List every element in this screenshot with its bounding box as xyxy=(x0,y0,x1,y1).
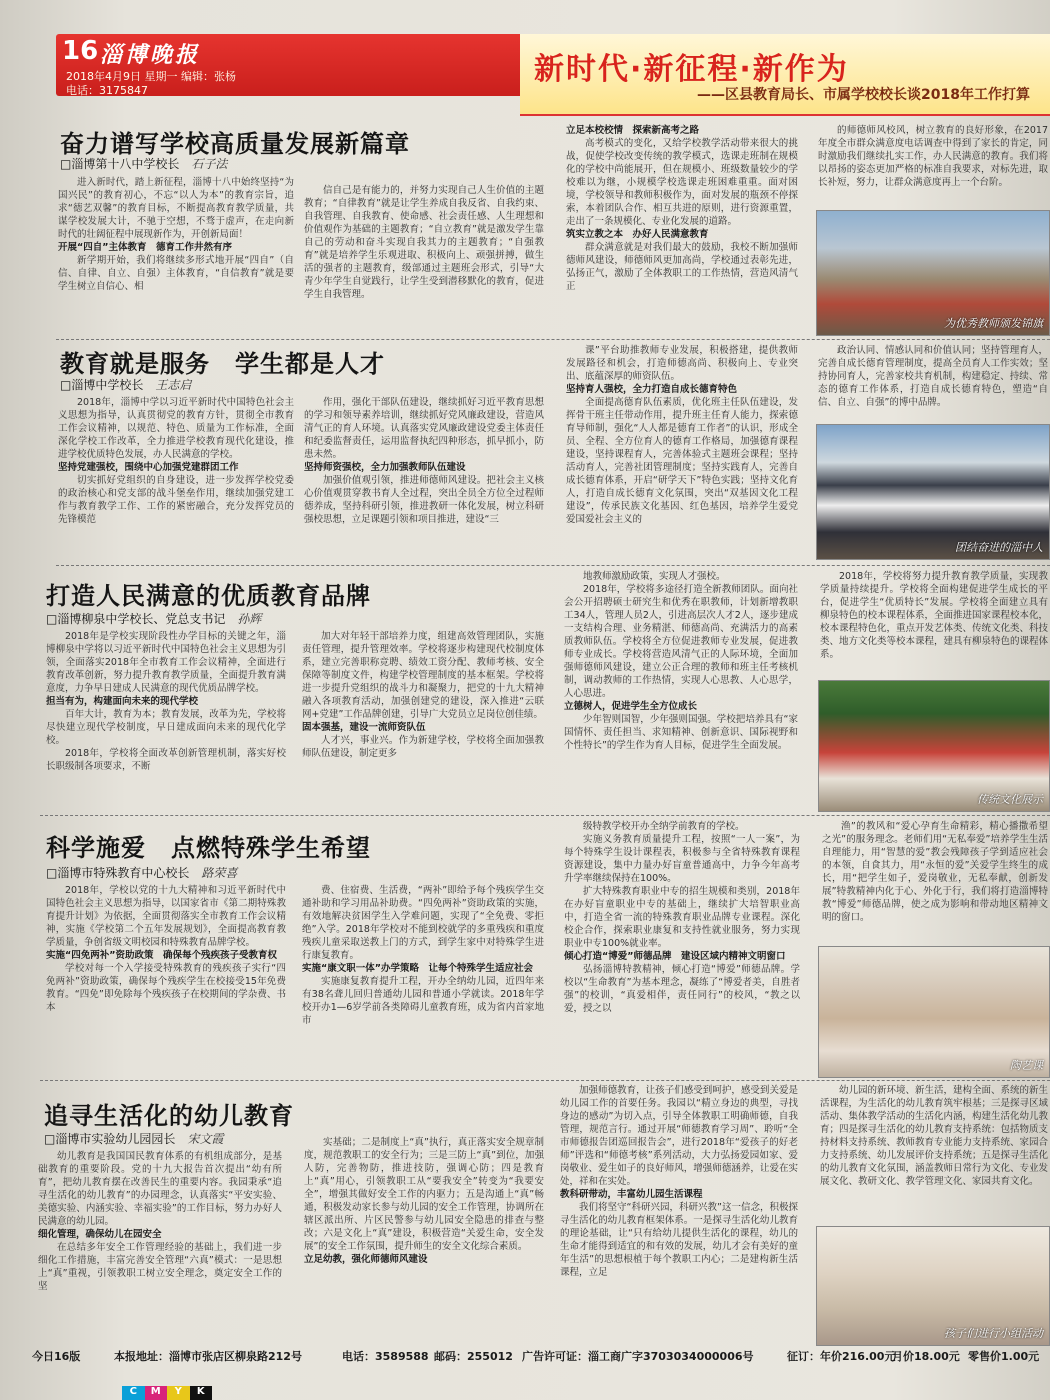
article-column xyxy=(822,820,1048,944)
paragraph: 课”平台助推教师专业发展，积极搭建，提供教师发展路径和机会，打造师德高尚、积极向上、专业突出、底蕴深厚的师资队伍。 xyxy=(566,345,798,382)
paragraph: 在总结多年安全工作管理经验的基础上，我们进一步细化工作措施，丰富完善安全管理“六真”模式：一是思想上“真”重视，引领教职工树立安全理念，奠定安全工作的坚 xyxy=(38,1242,282,1292)
section-subheading: 实施“康文职一体”办学策略 让每个特殊学生适应社会 xyxy=(302,963,533,974)
footer-address: 本报地址：淄博市张店区柳泉路212号 xyxy=(114,1350,302,1363)
cmyk-mark: Y xyxy=(167,1386,190,1400)
paragraph: 实施康复教育提升工程，开办全纳幼儿园，近四年来有38名聋儿回归普通幼儿园和普通小学就读。2018年学校开办1—6岁学前各类障碍儿童教育班，成为省内首家地市 xyxy=(302,976,544,1026)
section-divider xyxy=(56,565,1050,566)
article-column xyxy=(566,124,798,336)
article-title: 追寻生活化的幼儿教育 xyxy=(44,1102,294,1130)
footer-retail: 零售价1.00元 xyxy=(968,1350,1040,1363)
byline-role: □淄博中学校长 xyxy=(60,378,144,392)
article-column xyxy=(38,1150,282,1342)
print-registration-marks xyxy=(122,1386,212,1400)
footer-monthly: 月价18.00元 xyxy=(892,1350,960,1363)
byline-role: □淄博市实验幼儿园园长 xyxy=(44,1132,176,1146)
article-column xyxy=(564,570,798,810)
paragraph: 加强师德教育，让孩子们感受到呵护，感受到关爱是幼儿园工作的首要任务。我园以“精立身边的典型，寻找身边的感动”为切入点，引导全体教职工明确师德，自我管理，规范言行。通过开展“师德教育学习周”、聆听“全市师德报告团巡回报告会”，进行2018年“爱孩子的好老师”评选和“师德考核”系列活动，大力弘扬爱园如家、爱岗敬业、爱生如子的良好师风，增强师德涵养，让爱在实处，祥和在实处。 xyxy=(560,1085,798,1187)
cmyk-mark: C xyxy=(122,1386,145,1400)
paragraph: 幼儿教育是我国国民教育体系的有机组成部分，是基础教育的重要阶段。党的十九大报告首次提出“幼有所育”，把幼儿教育摆在改善民生的重要内容。我园秉承“追寻生活化的幼儿教育”的办园理念，认真落实“平安实验、美德实验、内涵实验、幸福实验”的工作目标，努力办好人民满意的幼儿园。 xyxy=(38,1151,282,1227)
paragraph: 进入新时代，踏上新征程，淄博十八中始终坚持“为国兴民”的教育初心，不忘“以人为本”的教育宗旨，追求“德艺双馨”的教育目标，不断提高教育教学质量，共谋学校发展大计，不驰于空想，不骛于虚声，在走向新时代的壮阔征程中展现新作为，开创新局面！ xyxy=(58,177,294,240)
byline-author: 孙辉 xyxy=(237,612,262,626)
paragraph: 少年智则国智，少年强则国强。学校把培养具有“家国情怀、责任担当、求知精神、创新意识、国际视野和个性特长”的学生作为育人目标，促进学生全面发展。 xyxy=(564,714,798,751)
byline-author: 路荣喜 xyxy=(201,866,238,880)
editor-phone: 电话：3175847 xyxy=(66,84,148,97)
article-title: 奋力谱写学校高质量发展新篇章 xyxy=(60,130,410,158)
article-column xyxy=(560,1084,798,1342)
article-column xyxy=(46,884,286,1076)
article-column xyxy=(820,1084,1048,1222)
paragraph: 2018年，学校将多途径打造全新教师团队。面向社会公开招聘硕士研究生和优秀在职教师，计划新增教职工34人，管理人员2人，引进高层次人才2人，逐步建成一支结构合理、业务精湛、师德高尚、充满活力的高素质教师队伍。学校将全方位促进教师专业发展，促进教师专业成长。学校将营造风清气正的人际环境，全面加强师德师风建设，建立公正合理的教师和班主任考核机制，调动教师的工作热情，实现人心思教、人心思学，人心思进。 xyxy=(564,584,798,699)
page-footer xyxy=(0,1348,1050,1368)
section-subheading: 筑实立教之本 办好人民满意教育 xyxy=(566,229,709,240)
article-byline xyxy=(60,155,227,172)
paragraph: 扩大特殊教育职业中专的招生规模和类别，2018年在办好盲童职业中专的基础上，继续扩大培智职业高中，打造全省一流的特殊教育职业品牌专业课程。深化校企合作，探索职业康复和支持性就业服务，努力实现职业中专100%就业率。 xyxy=(564,886,800,949)
paragraph: 学校对每一个入学接受特殊教育的残疾孩子实行“四免两补”资助政策，确保每个残疾学生在校接受15年免费教育。“四免”即免除每个残疾孩子在校期间的学杂费、书本 xyxy=(46,963,286,1013)
article-title: 打造人民满意的优质教育品牌 xyxy=(46,582,371,610)
page-number: 16 xyxy=(62,36,99,66)
article-byline xyxy=(44,1130,223,1147)
article-column xyxy=(304,184,544,336)
paragraph: 的师德师风校风，树立教育的良好形象，在2017年度全市群众满意度电话调查中得到了家长的肯定，同时激励我们继续扎实工作，办人民满意的教育。我们将以昂扬的姿态更加严格的标准自我要求，对标先进，取长补短，努力，让群众满意度再上一个台阶。 xyxy=(818,125,1048,188)
article-column xyxy=(46,630,286,810)
section-divider xyxy=(40,815,1050,816)
paragraph: 实施义务教育质量提升工程，按照“一人一案”，为每个特殊学生设计课程表，积极参与全省特殊教育课程资源建设，集中力量办好盲童普通高中，力争今年高考升学率继续保持在100%。 xyxy=(564,834,800,884)
byline-role: □淄博柳泉中学校长、党总支书记 xyxy=(46,612,226,626)
section-subheading: 固本强基，建设一流师资队伍 xyxy=(302,722,426,733)
footer-postcode: 邮码：255012 xyxy=(434,1350,513,1363)
paragraph: 切实抓好党组织的自身建设，进一步发挥学校党委的政治核心和党支部的战斗堡垒作用，继续加强党建工作与教育教学工作、工作的紧密融合，充分发挥党员的先锋模范 xyxy=(58,475,294,525)
paragraph: 作用，强化干部队伍建设，继续抓好习近平教育思想的学习和领导素养培训，继续抓好党风廉政建设，营造风清气正的育人环境。认真落实党风廉政建设党委主体责任和纪委监督责任，运用监督执纪四种形态，抓早抓小，防患未然。 xyxy=(304,397,544,460)
section-subheading: 教科研带动，丰富幼儿园生活课程 xyxy=(560,1189,703,1200)
section-subheading: 开展“四自”主体教育 德育工作井然有序 xyxy=(58,242,232,253)
photo-caption: 传统文化展示 xyxy=(977,793,1043,806)
article-column xyxy=(302,884,544,1076)
date-editor-line: 2018年4月9日 星期一 编辑：张杨 xyxy=(66,70,236,83)
paragraph: 2018年是学校实现阶段性办学目标的关键之年，淄博柳泉中学将以习近平新时代中国特色社会主义思想为引领，全面落实2018年全市教育工作会议精神，全面进行教育改革创新，努力提升教育教学质量，全面提升教育满意度，力争早日建成人民满意的现代优质品牌学校。 xyxy=(46,631,286,694)
article-photo xyxy=(816,210,1050,336)
section-subheading: 担当有为，构建面向未来的现代学校 xyxy=(46,696,199,707)
section-divider xyxy=(40,1080,1050,1081)
paragraph: 加强价值观引领，推进师德师风建设。把社会主义核心价值观贯穿教书育人全过程，突出全员全方位全过程师德养成，坚持科研引领，推进教研一体化发展，树立科研强校思想，立足课题引领和项目推进，建设“三 xyxy=(304,475,544,525)
paragraph: 高考模式的变化，又给学校教学活动带来很大的挑战，促使学校改变传统的教学模式，选课走班制在规模化的学校中尚能展开，但在规模小、班级数量较少的学校难以为继，小规模学校选课走班困难重重。面对困境，学校领导和教师积极作为，面对发展的瓶颈不停探索，本着团队合作、相互共进的原则，进行资源重置，走出了一条规模化、专业化发展的道路。 xyxy=(566,138,798,227)
article-column xyxy=(304,1136,544,1342)
article-column xyxy=(566,344,798,558)
byline-role: □淄博市特殊教育中心校长 xyxy=(46,866,190,880)
paragraph: 人才兴，事业兴。作为新建学校，学校将全面加强教师队伍建设，制定更多 xyxy=(302,735,544,759)
section-divider xyxy=(56,339,1050,340)
paragraph: 级特教学校开办全纳学前教育的学校。 xyxy=(583,821,745,832)
article-column xyxy=(302,630,544,810)
article-photo xyxy=(818,680,1050,812)
paragraph: 信自己是有能力的，并努力实现自己人生价值的主题教育；“自律教育”就是让学生养成自我反省、自我约束、自我管理、自我教育、使命感、社会责任感、人生理想和价值观作为基础的主题教育；“自立教育”就是激发学生靠自己的劳动和奋斗实现自我其力的主题教育；“自强教育”就是培养学生乐观进取、积极向上、顽强拼搏，做生活的强者的主题教育，级部通过主题班会形式，引导“大青少年学生自觉践行，让学生受到潜移默化的教育，促进学生自我管理。 xyxy=(304,185,544,300)
paragraph: 2018年，学校将努力提升教育教学质量，实现教学质量持续提升。学校将全面构建促进学生成长的平台，促进学生“优质特长”发展。学校将全面建立具有柳泉特色的校本课程体系，全面推进国家课程校本化，校本课程特色化，重点开发艺体类、传统文化类、科技类、地方文化类等校本课程，建具有柳泉特色的课程体系。 xyxy=(820,571,1048,660)
paragraph: 政治认同、情感认同和价值认同；坚持管理育人，完善自成长德育管理制度，提高全员育人工作实效；坚持协同育人，完善家校共育机制，构建稳定、持续、常态的德育工作体系，打造自成长德育特色，塑造“自信、自立、自强”的博中品牌。 xyxy=(818,345,1048,408)
paragraph: 实基础；二是制度上“真”执行，真正落实安全规章制度，规范教职工的安全行为；三是三防上“真”到位，加强人防，完善物防，推进技防，强调心防；四是教育上“真”用心，引领教职工从“要我安全”转变为“我要安全”，增强其做好安全工作的内驱力；五是沟通上“真”畅通，积极发动家长参与幼儿园的安全工作管理，协调所在辖区派出所、片区民警参与幼儿园安全隐患的排查与整改；六是文化上“真”建设，积极营造“关爱生命，安全发展”的安全工作氛围，提升师生的安全文化综合素质。 xyxy=(304,1137,544,1252)
paragraph: 渔”的教风和“爱心孕育生命精彩，精心播撒希望之光”的服务理念。老师们用“无私奉爱”培养学生生活自理能力，用“智慧的爱”教会残障孩子学到适应社会的本领，自食其力，用“永恒的爱”关爱学生终生的成长，用“把学生如子，爱岗敬业，无私奉献，创新发展”特教精神内化于心、外化于行，我们将打造淄博特教“博爱”师德品牌，使之成为影响和带动地区精神文明的窗口。 xyxy=(822,821,1048,923)
article-photo xyxy=(816,1226,1050,1346)
footer-subscription: 征订：年价216.00元 xyxy=(787,1350,896,1363)
paragraph: 新学期开始，我们将继续多形式地开展“四自”（自信、自律、自立、自强）主体教育，“自信教育”就是要学生树立自信心、相 xyxy=(58,255,294,292)
paragraph: 幼儿园的新环境、新生活，建构全面、系统的新生活课程，为生活化的幼儿教育筑牢根基；三是探寻区域活动、集体教学活动的生活化内涵，构建生活化幼儿教育；四是探寻生活化的幼儿教育支持系统：包括物质支持材料支持系统、教师教育专业能力支持系统、家园合力支持系统、幼儿发展评价支持系统；五是探寻生活化的幼儿教育文化氛围，涵盖教师日常行为文化、专业发展文化、教研文化、教学管理文化、家园共育文化。 xyxy=(820,1085,1048,1187)
byline-author: 王志启 xyxy=(155,378,192,392)
section-subheading: 坚持师资强校，全力加强教师队伍建设 xyxy=(304,462,466,473)
article-column xyxy=(564,820,800,1076)
article-photo xyxy=(818,946,1050,1078)
article-title: 科学施爱 点燃特殊学生希望 xyxy=(46,834,371,862)
section-subheading: 实施“四免两补”资助政策 确保每个残疾孩子受教育权 xyxy=(46,950,277,961)
photo-caption: 为优秀教师颁发锦旗 xyxy=(944,317,1043,330)
paper-name: 淄博晚报 xyxy=(100,42,201,68)
section-subheading: 立德树人，促进学生全方位成长 xyxy=(564,701,698,712)
article-photo xyxy=(816,424,1050,560)
article-byline xyxy=(46,864,237,881)
byline-role: □淄博第十八中学校长 xyxy=(60,157,180,171)
article-byline xyxy=(46,610,261,627)
section-subheading: 坚持育人强校，全力打造自成长德育特色 xyxy=(566,384,738,395)
page-subtitle: ——区县教育局长、市属学校校长谈2018年工作打算 xyxy=(697,87,1030,103)
cmyk-mark: M xyxy=(145,1386,168,1400)
photo-caption: 孩子们进行小组活动 xyxy=(944,1327,1043,1340)
article-column xyxy=(58,396,294,558)
section-subheading: 立足本校校情 探索新高考之路 xyxy=(566,125,700,136)
footer-ad-license: 广告许可证：淄工商广字3703034000006号 xyxy=(522,1350,754,1363)
photo-caption: 陶艺课 xyxy=(1010,1059,1043,1072)
paragraph: 2018年，学校将全面改革创新管理机制，落实好校长职级制各项要求，不断 xyxy=(46,748,286,772)
paragraph: 百年大计，教育为本；教育发展，改革为先，学校将尽快建立现代学校制度，早日建成面向未来的现代化学校。 xyxy=(46,709,286,746)
paragraph: 全面提高德育队伍素质，优化班主任队伍建设，发挥骨干班主任带动作用，提升班主任育人能力，探索德育导师制，强化“人人都是德育工作者”的认识，形成全员、全程、全方位育人的德育工作格局，加强德育课程建设，坚持课程育人，完善体验式主题班会课程；坚持活动育人，完善社团管理制度；坚持实践育人，完善自成长德育体系，开启“研学天下”特色实践；坚持文化育人，打造自成长德育文化氛围，突出“双基因文化工程建设”，传承民族文化基因、红色基因，培养学生爱党爱国爱社会主义的 xyxy=(566,397,798,525)
article-title: 教育就是服务 学生都是人才 xyxy=(60,350,385,378)
section-subheading: 坚持党建强校，围绕中心加强党建群团工作 xyxy=(58,462,239,473)
section-subheading: 细化管理，确保幼儿在园安全 xyxy=(38,1229,162,1240)
article-column xyxy=(304,396,544,558)
paragraph: 地教师激励政策，实现人才强校。 xyxy=(583,571,726,582)
article-column xyxy=(818,344,1048,420)
paragraph: 加大对年轻干部培养力度，组建高效管理团队，实施责任管理，提升管理效率。学校将逐步构建现代校制度体系，建立完善职称竞聘、绩效工资分配、教师考核、安全保障等制度文件，构建学校管理制度的基本框架。学校将进一步提升党组织的战斗力和凝聚力，把党的十九大精神融入各项教育活动，加强创建党的建设，深入推进“云联网+党建”工作品牌创建，引导广大党员立足岗位创佳绩。 xyxy=(302,631,544,720)
byline-author: 宋文霞 xyxy=(187,1132,224,1146)
section-subheading: 倾心打造“博爱”师德品牌 建设区域内精神文明窗口 xyxy=(564,951,786,962)
footer-tel: 电话：3589588 xyxy=(342,1350,429,1363)
paragraph: 2018年，淄博中学以习近平新时代中国特色社会主义思想为指导，认真贯彻党的教育方针，贯彻全市教育工作会议精神，以规范、特色、质量为工作标准，全面深化学校工作改革，全力推进学校教育现代化建设，推进学校优质特色发展，办人民满意的学校。 xyxy=(58,397,294,460)
article-column xyxy=(820,570,1048,676)
article-column xyxy=(58,176,294,336)
paragraph: 我们将坚守“科研兴园，科研兴教”这一信念，积极探寻生活化的幼儿教育框架体系。一是探寻生活化幼儿教育的理论基础，让“只有给幼儿提供生活化的课程，幼儿的生命才能得到适宜的和有效的发展，幼儿才会有美好的童年生活”的思想根植于每个教职工内心；二是建构新生活课程，立足 xyxy=(560,1202,798,1278)
cmyk-mark: K xyxy=(190,1386,213,1400)
article-column xyxy=(818,124,1048,208)
photo-caption: 团结奋进的淄中人 xyxy=(955,541,1043,554)
paragraph: 费、住宿费、生活费，“两补”即给予每个残疾学生交通补助和学习用品补助费。“四免两补”资助政策的实施，有效地解决贫困学生入学难问题，实现了“全免费、零拒绝”入学。2018年学校对不能到校就学的多重残疾和重度残疾儿童采取送教上门的方式，到学生家中对特殊学生进行康复教育。 xyxy=(302,885,544,961)
footer-today: 今日16版 xyxy=(32,1350,81,1363)
byline-author: 石子法 xyxy=(191,157,228,171)
paragraph: 弘扬淄博特教精神，倾心打造“博爱”师德品牌。学校以“生命教育”为基本理念，凝练了“博爱者美，自胜者强”的校训，“真爱相伴，责任同行”的校风，“教之以爱，授之以 xyxy=(564,964,800,1014)
page-slogan: 新时代·新征程·新作为 xyxy=(534,52,849,87)
paragraph: 2018年，学校以党的十九大精神和习近平新时代中国特色社会主义思想为指导，以国家省市《第二期特殊教育提升计划》为依据，全面贯彻落实全市教育工作会议精神，实施《学校第二个五年发展规划》，全面提高教育教学质量，争创省级文明校园和特殊教育品牌学校。 xyxy=(46,885,286,948)
section-subheading: 立足幼教，强化师德师风建设 xyxy=(304,1254,428,1265)
article-byline xyxy=(60,376,191,393)
paragraph: 群众满意就是对我们最大的鼓励，我校不断加强师德师风建设，师德师风更加高尚，学校通过表彰先进，弘扬正气，激励了全体教职工的工作热情，营造风清气正 xyxy=(566,242,798,292)
